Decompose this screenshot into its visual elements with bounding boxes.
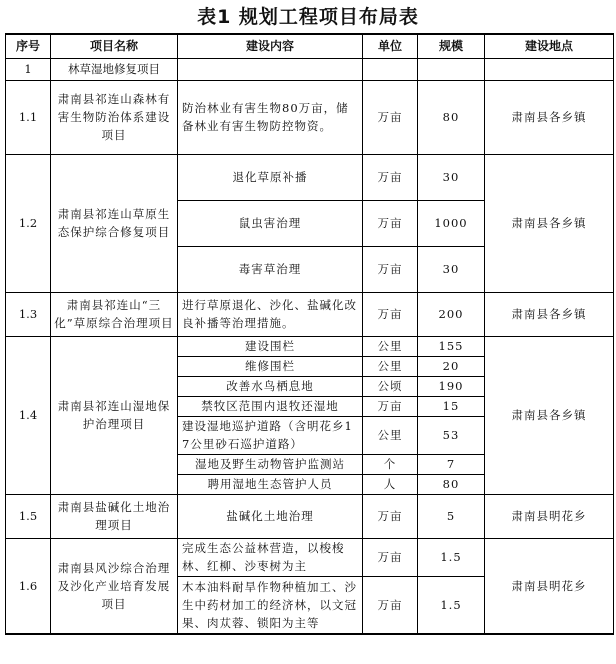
header-content: 建设内容 xyxy=(178,34,363,58)
project-content: 聘用湿地生态管护人员 xyxy=(178,474,363,494)
project-name: 肃南县祁连山“三化”草原综合治理项目 xyxy=(51,292,178,336)
header-name: 项目名称 xyxy=(51,34,178,58)
project-location: 肃南县明花乡 xyxy=(485,494,614,538)
project-content: 改善水鸟栖息地 xyxy=(178,376,363,396)
row-no: 1.4 xyxy=(6,336,51,494)
project-name: 肃南县风沙综合治理及沙化产业培育发展项目 xyxy=(51,538,178,634)
project-scale: 1.5 xyxy=(418,538,485,576)
header-unit: 单位 xyxy=(363,34,418,58)
section-row xyxy=(6,58,614,80)
project-content: 盐碱化土地治理 xyxy=(178,494,363,538)
project-unit: 万亩 xyxy=(363,200,418,246)
project-content: 防治林业有害生物80万亩，储备林业有害生物防控物资。 xyxy=(178,80,363,154)
project-unit: 万亩 xyxy=(363,396,418,416)
project-location: 肃南县各乡镇 xyxy=(485,336,614,494)
project-content: 木本油料耐旱作物种植加工、沙生中药材加工的经济林，以文冠果、肉苁蓉、锁阳为主等 xyxy=(178,576,363,634)
project-content: 维修围栏 xyxy=(178,356,363,376)
project-scale: 5 xyxy=(418,494,485,538)
section-no: 1 xyxy=(6,58,51,80)
table-header-row xyxy=(6,34,614,58)
page-title: 表1 规划工程项目布局表 xyxy=(197,6,419,28)
table-row xyxy=(6,154,614,200)
project-content: 毒害草治理 xyxy=(178,246,363,292)
project-content: 禁牧区范围内退牧还湿地 xyxy=(178,396,363,416)
project-scale: 200 xyxy=(418,292,485,336)
project-unit: 公顷 xyxy=(363,376,418,396)
project-unit: 人 xyxy=(363,474,418,494)
project-name: 肃南县祁连山湿地保护治理项目 xyxy=(51,336,178,494)
project-unit: 个 xyxy=(363,454,418,474)
project-unit: 万亩 xyxy=(363,154,418,200)
project-content: 湿地及野生动物管护监测站 xyxy=(178,454,363,474)
project-location: 肃南县各乡镇 xyxy=(485,154,614,292)
project-scale: 190 xyxy=(418,376,485,396)
project-unit: 万亩 xyxy=(363,292,418,336)
project-location: 肃南县明花乡 xyxy=(485,538,614,634)
project-location: 肃南县各乡镇 xyxy=(485,80,614,154)
project-location: 肃南县各乡镇 xyxy=(485,292,614,336)
project-scale: 80 xyxy=(418,80,485,154)
header-scale: 规模 xyxy=(418,34,485,58)
project-scale: 30 xyxy=(418,154,485,200)
project-unit: 万亩 xyxy=(363,246,418,292)
table-row xyxy=(6,80,614,154)
section-empty-unit xyxy=(363,58,418,80)
row-no: 1.1 xyxy=(6,80,51,154)
row-no: 1.6 xyxy=(6,538,51,634)
table-row xyxy=(6,494,614,538)
section-empty-content xyxy=(178,58,363,80)
project-unit: 公里 xyxy=(363,356,418,376)
project-content: 完成生态公益林营造，以梭梭林、红柳、沙枣树为主 xyxy=(178,538,363,576)
header-location: 建设地点 xyxy=(485,34,614,58)
project-scale: 30 xyxy=(418,246,485,292)
project-content: 建设湿地巡护道路（含明花乡17公里砂石巡护道路） xyxy=(178,416,363,454)
project-name: 肃南县祁连山草原生态保护综合修复项目 xyxy=(51,154,178,292)
project-content: 退化草原补播 xyxy=(178,154,363,200)
header-no: 序号 xyxy=(6,34,51,58)
project-scale: 155 xyxy=(418,336,485,356)
project-unit: 万亩 xyxy=(363,80,418,154)
project-scale: 7 xyxy=(418,454,485,474)
project-scale: 80 xyxy=(418,474,485,494)
project-unit: 万亩 xyxy=(363,538,418,576)
project-name: 肃南县盐碱化土地治理项目 xyxy=(51,494,178,538)
project-layout-table xyxy=(5,33,614,635)
project-scale: 53 xyxy=(418,416,485,454)
project-unit: 万亩 xyxy=(363,494,418,538)
project-scale: 1000 xyxy=(418,200,485,246)
row-no: 1.3 xyxy=(6,292,51,336)
project-unit: 公里 xyxy=(363,416,418,454)
table-row xyxy=(6,336,614,356)
project-scale: 1.5 xyxy=(418,576,485,634)
section-title: 林草湿地修复项目 xyxy=(51,58,178,80)
project-content: 建设围栏 xyxy=(178,336,363,356)
table-row xyxy=(6,538,614,576)
table-row xyxy=(6,292,614,336)
project-content: 鼠虫害治理 xyxy=(178,200,363,246)
section-empty-scale xyxy=(418,58,485,80)
project-content: 进行草原退化、沙化、盐碱化改良补播等治理措施。 xyxy=(178,292,363,336)
project-scale: 15 xyxy=(418,396,485,416)
project-unit: 万亩 xyxy=(363,576,418,634)
row-no: 1.2 xyxy=(6,154,51,292)
project-name: 肃南县祁连山森林有害生物防治体系建设项目 xyxy=(51,80,178,154)
project-unit: 公里 xyxy=(363,336,418,356)
section-empty-location xyxy=(485,58,614,80)
project-scale: 20 xyxy=(418,356,485,376)
row-no: 1.5 xyxy=(6,494,51,538)
